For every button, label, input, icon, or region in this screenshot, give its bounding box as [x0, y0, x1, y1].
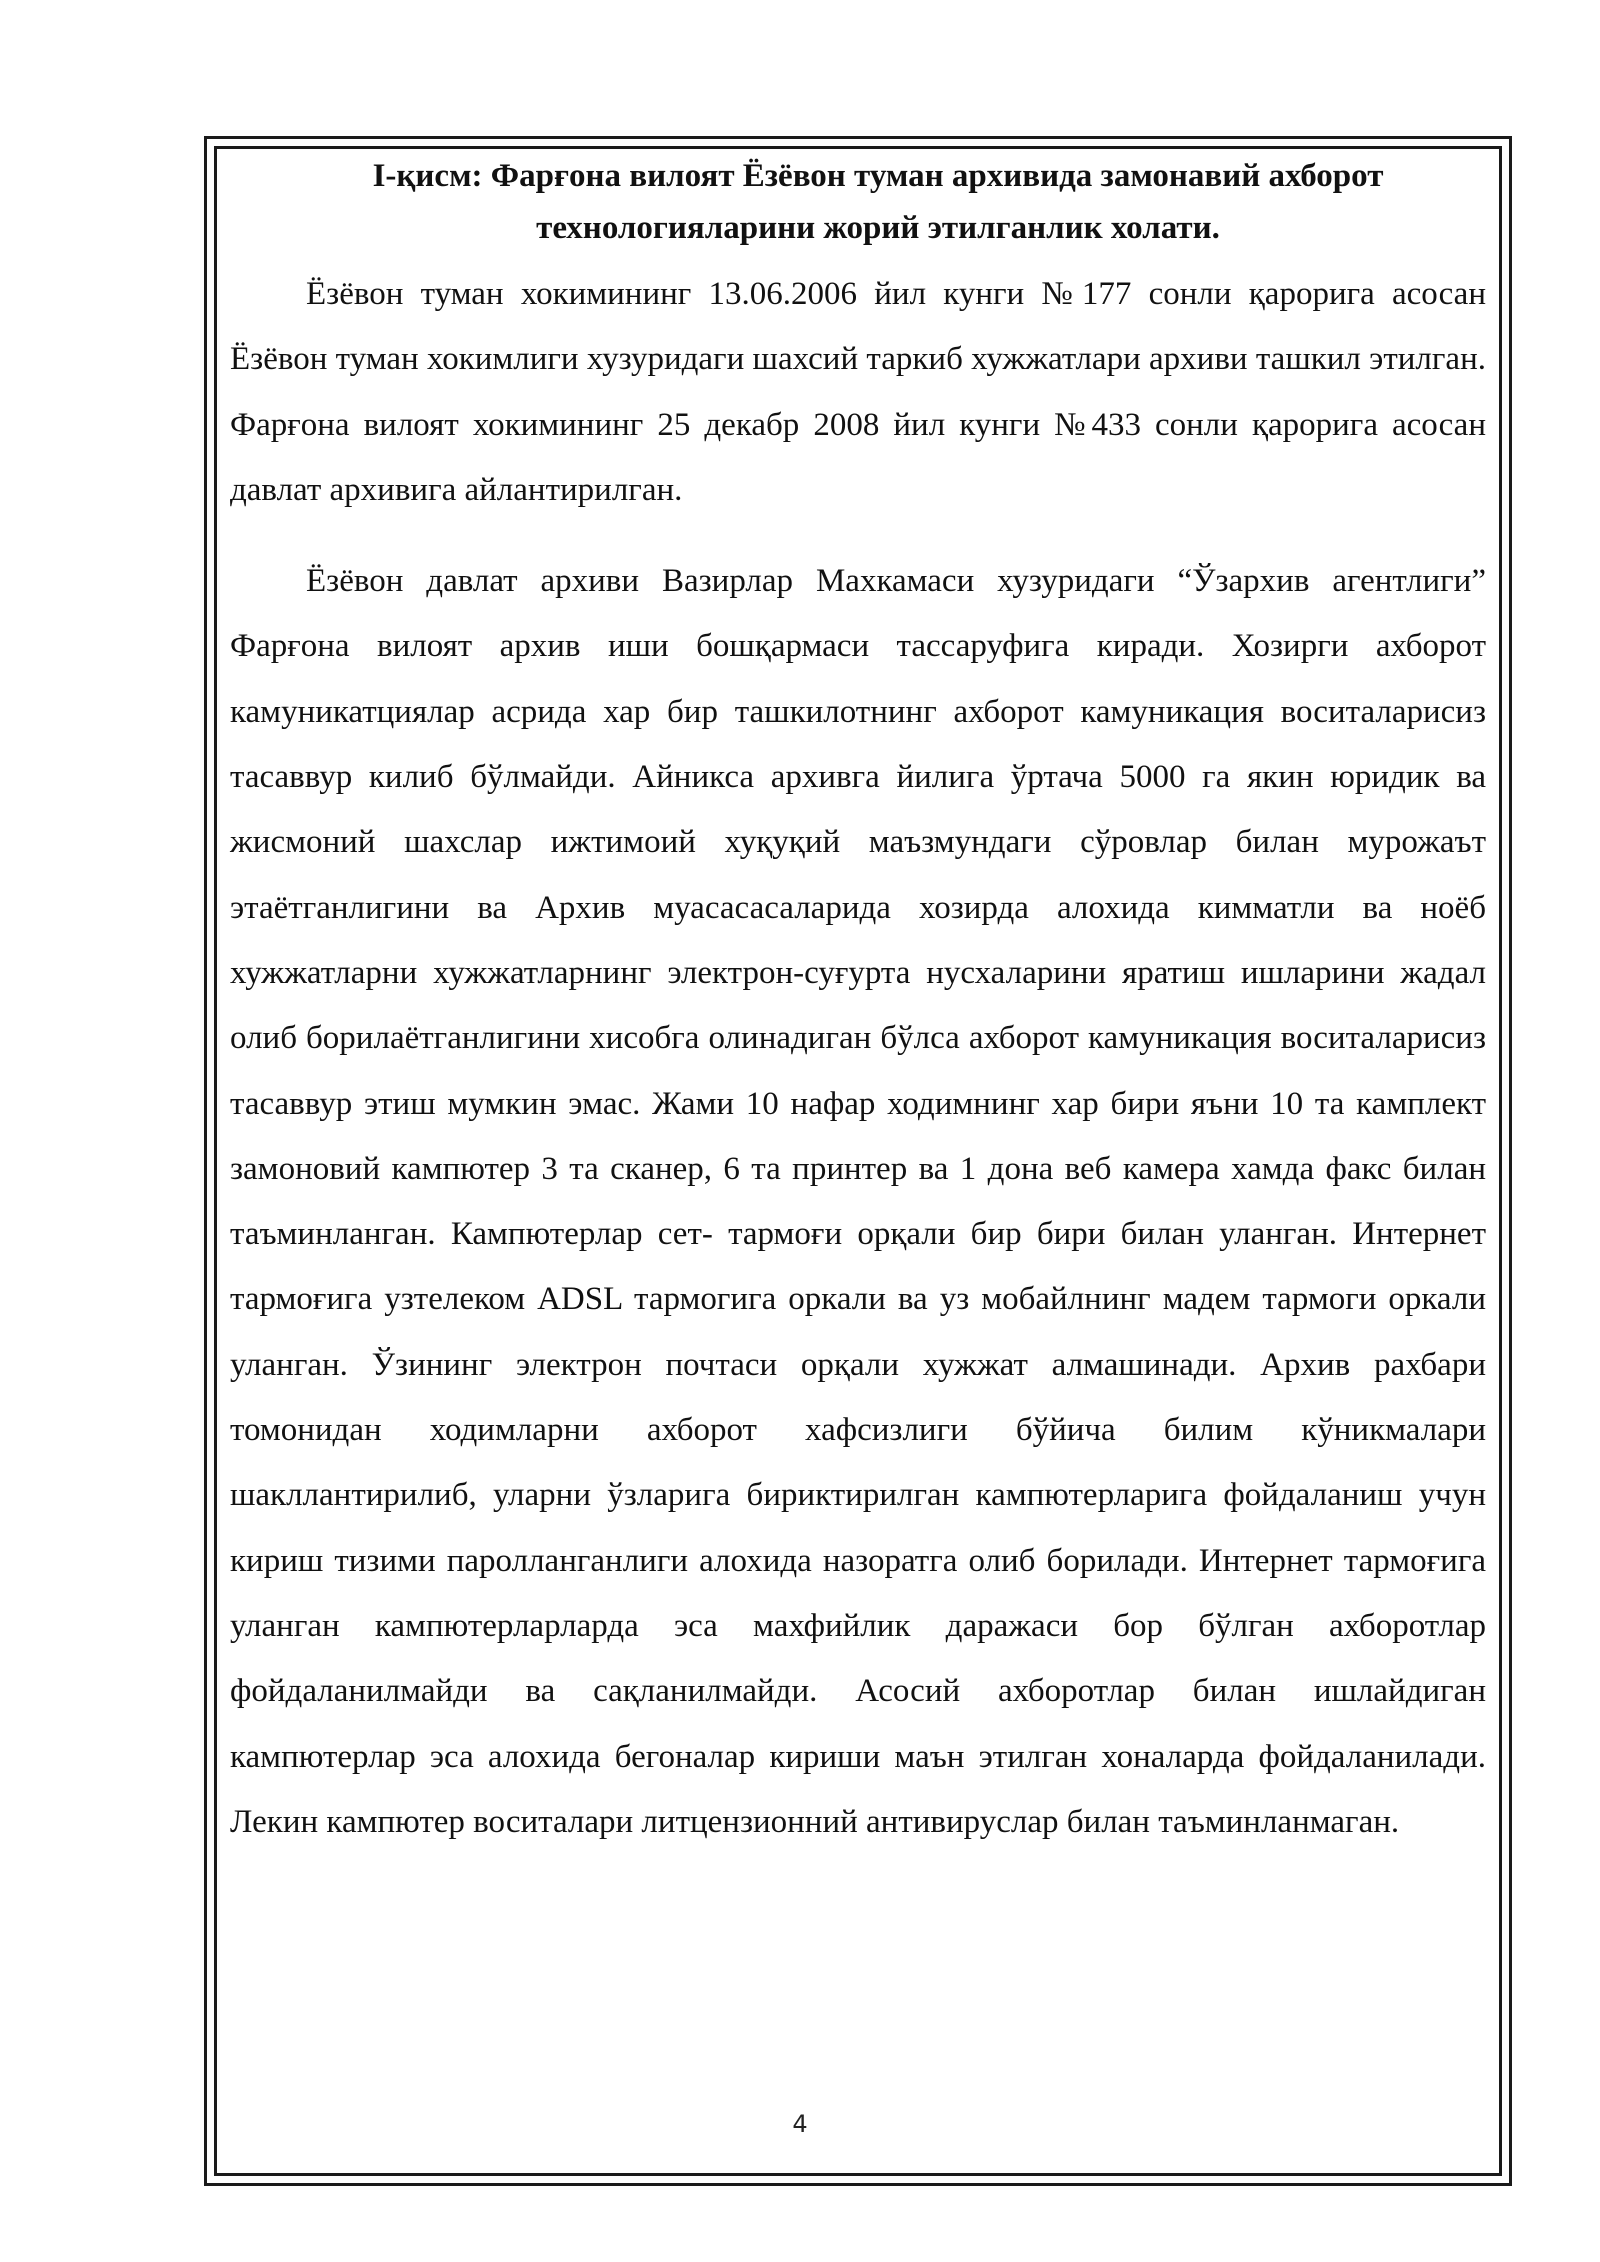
page-number: 4 [792, 2110, 808, 2138]
paragraph-2: Ёзёвон давлат архиви Вазирлар Махкамаси хузуридаги “Ўзархив агентлиги” Фарғона вилоят архив иши бошқармаси тассаруфига киради. Хозирги ахборот камуникатциялар асрида хар бир ташкилотнинг ахборот камуникация воситаларисиз тасаввур килиб бўлмайди. Айникса архивга йилига ўртача 5000 га якин юридик ва жисмоний шахслар ижтимоий хуқуқий маъзмундаги сўровлар билан мурожаът этаётганлигини ва Архив муасасасаларида хозирда алохида кимматли ва ноёб хужжатларни хужжатларнинг электрон-суғурта нусхаларини яратиш ишларини жадал олиб борилаётганлигини хисобга олинадиган бўлса ахборот камуникация воситаларисиз тасаввур этиш мумкин эмас. Жами 10 нафар ходимнинг хар бири яъни 10 та камплект замоновий кампютер 3 та сканер, 6 та принтер ва 1 дона веб камера хамда факс билан таъминланган. Кампютерлар сет- тармоғи орқали бир бири билан уланган. Интернет тармоғига узтелеком ADSL тармогига оркали ва уз мобайлнинг мадем тармоги оркали уланган. Ўзининг электрон почтаси орқали хужжат алмашинади. Архив рахбари томонидан ходимларни ахборот хафсизлиги бўйича билим кўникмалари шакллантирилиб, уларни ўзларига бириктирилган кампютерларига фойдаланиш учун кириш тизими паролланганлиги алохида назоратга олиб борилади. Интернет тармоғига уланган кампютерларларда эса махфийлик даражаси бор бўлган ахборотлар фойдаланилмайди ва сақланилмайди. Асосий ахборотлар билан ишлайдиган кампютерлар эса алохида бегоналар кириши маън этилган хоналарда фойдаланилади. Лекин кампютер воситалари литцензионний антивируслар билан таъминланмаган. [230, 563, 1486, 1840]
paragraph-1: Ёзёвон туман хокимининг 13.06.2006 йил кунги №177 сонли қарорига асосан Ёзёвон туман хокимлиги хузуридаги шахсий таркиб хужжатлари архиви ташкил этилган. Фарғона вилоят хокимининг 25 декабр 2008 йил кунги №433 сонли қарорига асосан давлат архивига айлантирилган. [230, 276, 1486, 508]
document-body [230, 150, 1486, 1855]
section-heading-line-2: технологияларини жорий этилганлик холати. [536, 210, 1220, 246]
section-heading-line-1: I-қисм: Фарғона вилоят Ёзёвон туман архивида замонавий ахборот [372, 158, 1384, 194]
section-heading [230, 150, 1486, 254]
